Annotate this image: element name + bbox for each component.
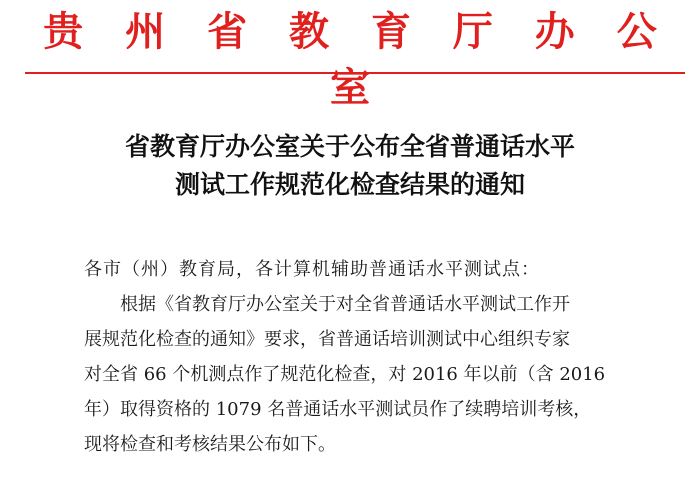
document-title: [0, 128, 700, 204]
paragraph-line-2: 展规范化检查的通知》要求，省普通话培训测试中心组织专家: [84, 329, 570, 350]
title-line-2: 测试工作规范化检查结果的通知: [174, 170, 525, 199]
body-paragraph: [84, 287, 674, 462]
paragraph-line-5: 现将检查和考核结果公布如下。: [84, 434, 336, 455]
letterhead-red-rule: [25, 72, 685, 74]
title-line-1: 省教育厅办公室关于公布全省普通话水平: [124, 132, 575, 161]
document-body: [84, 252, 674, 462]
salutation: 各市（州）教育局，各计算机辅助普通话水平测试点：: [84, 259, 540, 280]
letterhead-org-name: 贵 州 省 教 育 厅 办 公 室: [43, 8, 671, 111]
paragraph-line-3: 对全省 66 个机测点作了规范化检查，对 2016 年以前（含 2016: [84, 364, 606, 385]
paragraph-line-4: 年）取得资格的 1079 名普通话水平测试员作了续聘培训考核，: [84, 399, 592, 420]
paragraph-line-1: 根据《省教育厅办公室关于对全省普通话水平测试工作开: [120, 294, 570, 315]
